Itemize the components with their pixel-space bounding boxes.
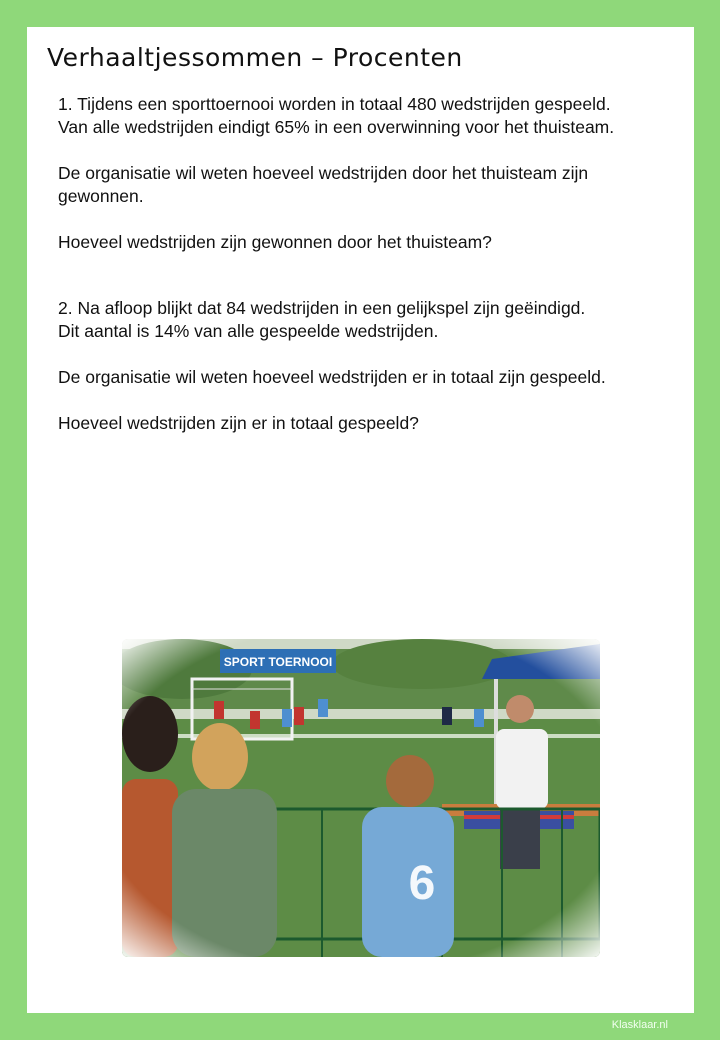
problem-2 (58, 297, 678, 435)
problem-1-intro-line-2: Van alle wedstrijden eindigt 65% in een overwinning voor het thuisteam. (58, 117, 615, 137)
problem-2-intro-line-2: Dit aantal is 14% van alle gespeelde wedstrijden. (58, 321, 439, 341)
problem-1-context-line-1: De organisatie wil weten hoeveel wedstrijden door het thuisteam zijn (58, 163, 589, 183)
problem-1-intro-line-1: 1. Tijdens een sporttoernooi worden in totaal 480 wedstrijden gespeeld. (58, 94, 611, 114)
problem-1-question: Hoeveel wedstrijden zijn gewonnen door het thuisteam? (58, 232, 492, 252)
footer-brand: Klasklaar.nl (611, 1019, 668, 1031)
problem-2-context-line-1: De organisatie wil weten hoeveel wedstrijden er in totaal zijn gespeeld. (58, 367, 606, 387)
worksheet (27, 27, 694, 1013)
problem-2-question: Hoeveel wedstrijden zijn er in totaal gespeeld? (58, 413, 419, 433)
problem-1-context-line-2: gewonnen. (58, 186, 144, 206)
page-title: Verhaaltjessommen – Procenten (47, 43, 463, 72)
problem-1 (58, 93, 678, 254)
tournament-photo (122, 639, 600, 957)
problem-2-intro-line-1: 2. Na afloop blijkt dat 84 wedstrijden in een gelijkspel zijn geëindigd. (58, 298, 586, 318)
